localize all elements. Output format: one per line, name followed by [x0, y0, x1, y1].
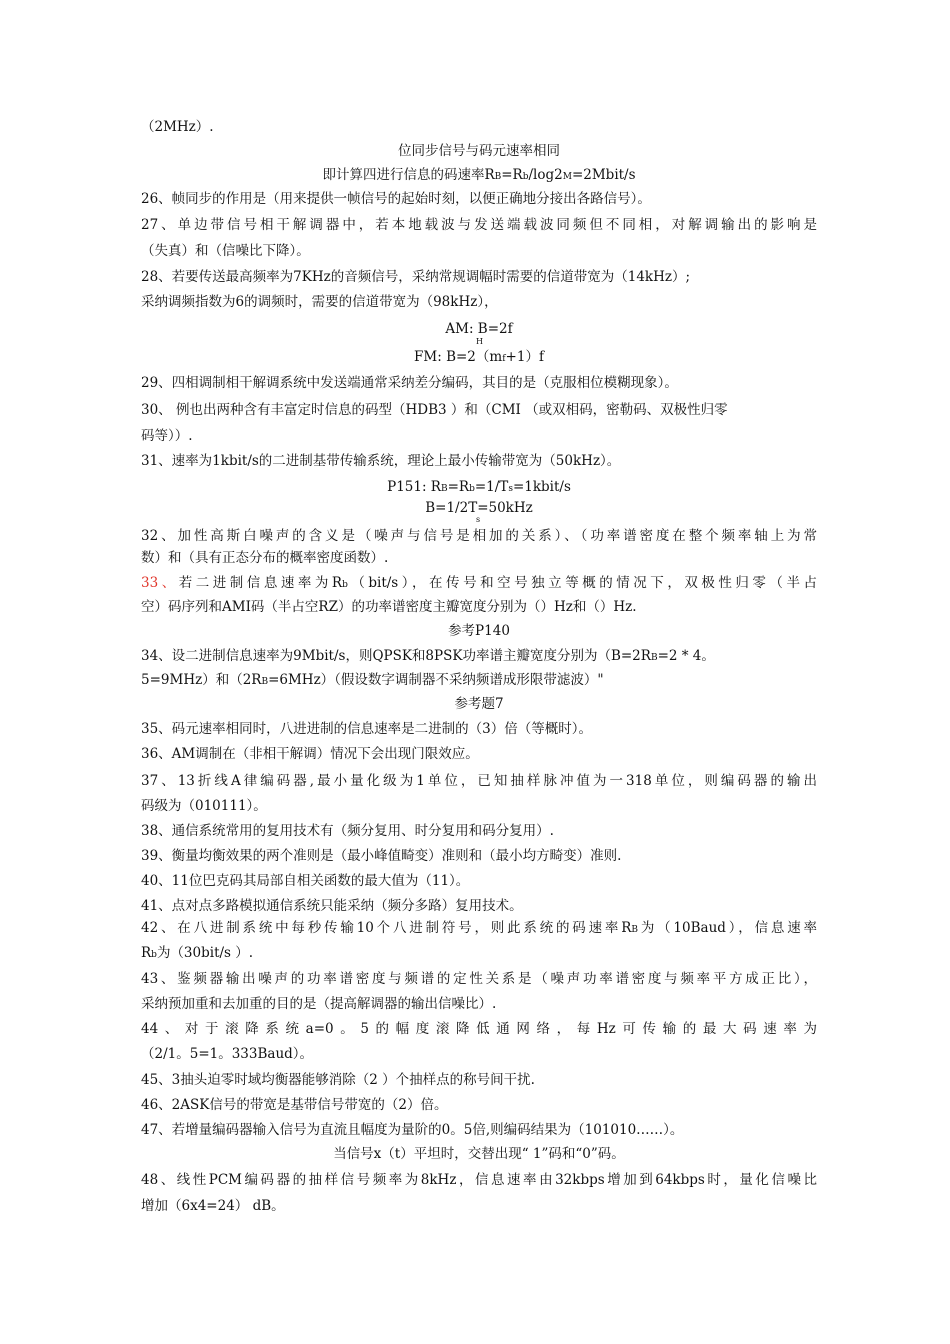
text-line: 32、加性高斯白噪声的含义是（噪声与信号是相加的关系）、（功率谱密度在整个频率轴上为常 — [141, 528, 817, 544]
text-line: 44、对于滚降系统a=0。5的幅度滚降低通网络，每Hz可传输的最大码速率为 — [141, 1021, 817, 1037]
text-line: 38、通信系统常用的复用技术有（频分复用、时分复用和码分复用）. — [141, 823, 554, 839]
text-line: 36、AM调制在（非相干解调）情况下会出现门限效应。 — [141, 746, 479, 762]
text-line: 码等））. — [141, 428, 193, 444]
text-line: 40、11位巴克码其局部自相关函数的最大值为（11）。 — [141, 873, 470, 889]
text-line: 35、码元速率相同时，八进进制的信息速率是二进制的（3）倍（等概时）。 — [141, 721, 593, 737]
text-line: 5=9MHz）和（2RB=6MHz）（假设数字调制器不采纳频谱成形限带滤波）" — [141, 672, 604, 688]
text-line: 34、设二进制信息速率为9Mbit/s，则QPSK和8PSK功率谱主瓣宽度分别为（B=2RB=2 * 4。 — [141, 648, 715, 664]
text-line: 参考题7 — [454, 696, 504, 712]
text-line: 码级为（010111）。 — [141, 798, 267, 814]
text-line: 当信号x（t）平坦时，交替出现“ 1”码和“0”码。 — [333, 1146, 625, 1162]
text-line: 27、单边带信号相干解调器中，若本地载波与发送端载波同频但不同相，对解调输出的影响是 — [141, 217, 817, 233]
formula-fm: FM: B=2（mf+1）f — [414, 349, 544, 365]
text-line: 参考P140 — [448, 623, 510, 639]
text-line: 增加（6x4=24） dB。 — [141, 1198, 285, 1214]
text-line: 即计算四进行信息的码速率RB=Rb/log2M=2Mbit/s — [322, 167, 636, 183]
text-line: 37、13折线A律编码器,最小量化级为1单位，已知抽样脉冲值为一318单位，则编码器的输出 — [141, 773, 817, 789]
text-line: 30、 例也出两种含有丰富定时信息的码型（HDB3 ）和（CMI （或双相码，密勒码、双极性归零 — [141, 402, 728, 418]
text-line: 位同步信号与码元速率相同 — [398, 143, 560, 159]
text-line: （失真）和（信噪比下降）。 — [141, 243, 310, 259]
text-line: 42、在八进制系统中每秒传输10个八进制符号，则此系统的码速率RB为（10Baud），信息速率 — [141, 920, 817, 936]
text-line: 33、若二进制信息速率为Rb（bit/s），在传号和空号独立等概的情况下，双极性归零（半占 — [141, 575, 817, 591]
text-line: 46、2ASK信号的带宽是基带信号带宽的（2）倍。 — [141, 1097, 448, 1113]
text-line: （2/1。5=1。333Baud）。 — [141, 1046, 314, 1062]
text-line: 空）码序列和AMI码（半占空RZ）的功率谱密度主瓣宽度分别为（）Hz和（）Hz. — [141, 599, 637, 615]
formula-am: AM: B=2f — [445, 321, 513, 337]
text-line: 29、四相调制相干解调系统中发送端通常采纳差分编码，其目的是（克服相位模糊现象）。 — [141, 375, 678, 391]
text-line: 28、若要传送最高频率为7KHz的音频信号，采纳常规调幅时需要的信道带宽为（14kHz）; — [141, 269, 691, 285]
text-line: 26、帧同步的作用是（用来提供一帧信号的起始时刻，以便正确地分接出各路信号）。 — [141, 191, 651, 207]
formula-subscript: s — [476, 515, 481, 524]
text-line: 数）和（具有正态分布的概率密度函数）. — [141, 550, 389, 566]
text-line: 45、3抽头迫零时域均衡器能够消除（2 ）个抽样点的称号间干扰. — [141, 1072, 535, 1088]
formula-p151: P151: RB=Rb=1/Ts=1kbit/s — [387, 479, 571, 495]
text-line: 43、鉴频器输出噪声的功率谱密度与频谱的定性关系是（噪声功率谱密度与频率平方成正比）， — [141, 971, 817, 987]
text-line: （2MHz）. — [141, 119, 214, 135]
text-line: 39、衡量均衡效果的两个准则是（最小峰值畸变）准则和（最小均方畸变）准则. — [141, 848, 622, 864]
formula-subscript: H — [476, 337, 483, 346]
formula-bandwidth: B=1/2T=50kHz — [425, 500, 533, 516]
text-line: 41、点对点多路模拟通信系统只能采纳（频分多路）复用技术。 — [141, 898, 523, 914]
text-line: Rb为（30bit/s ）. — [141, 945, 254, 961]
question-number: 33、 — [141, 575, 179, 591]
text-line: 48、线性PCM编码器的抽样信号频率为8kHz，信息速率由32kbps增加到64kbps时，量化信噪比 — [141, 1172, 817, 1188]
text-line: 47、若增量编码器输入信号为直流且幅度为量阶的0。5倍,则编码结果为（101010……）。 — [141, 1122, 684, 1138]
text-line: 采纳预加重和去加重的目的是（提高解调器的输出信噪比）. — [141, 996, 497, 1012]
text-line: 31、速率为1kbit/s的二进制基带传输系统，理论上最小传输带宽为（50kHz）。 — [141, 453, 621, 469]
text-line: 采纳调频指数为6的调频时，需要的信道带宽为（98kHz）， — [141, 294, 498, 310]
